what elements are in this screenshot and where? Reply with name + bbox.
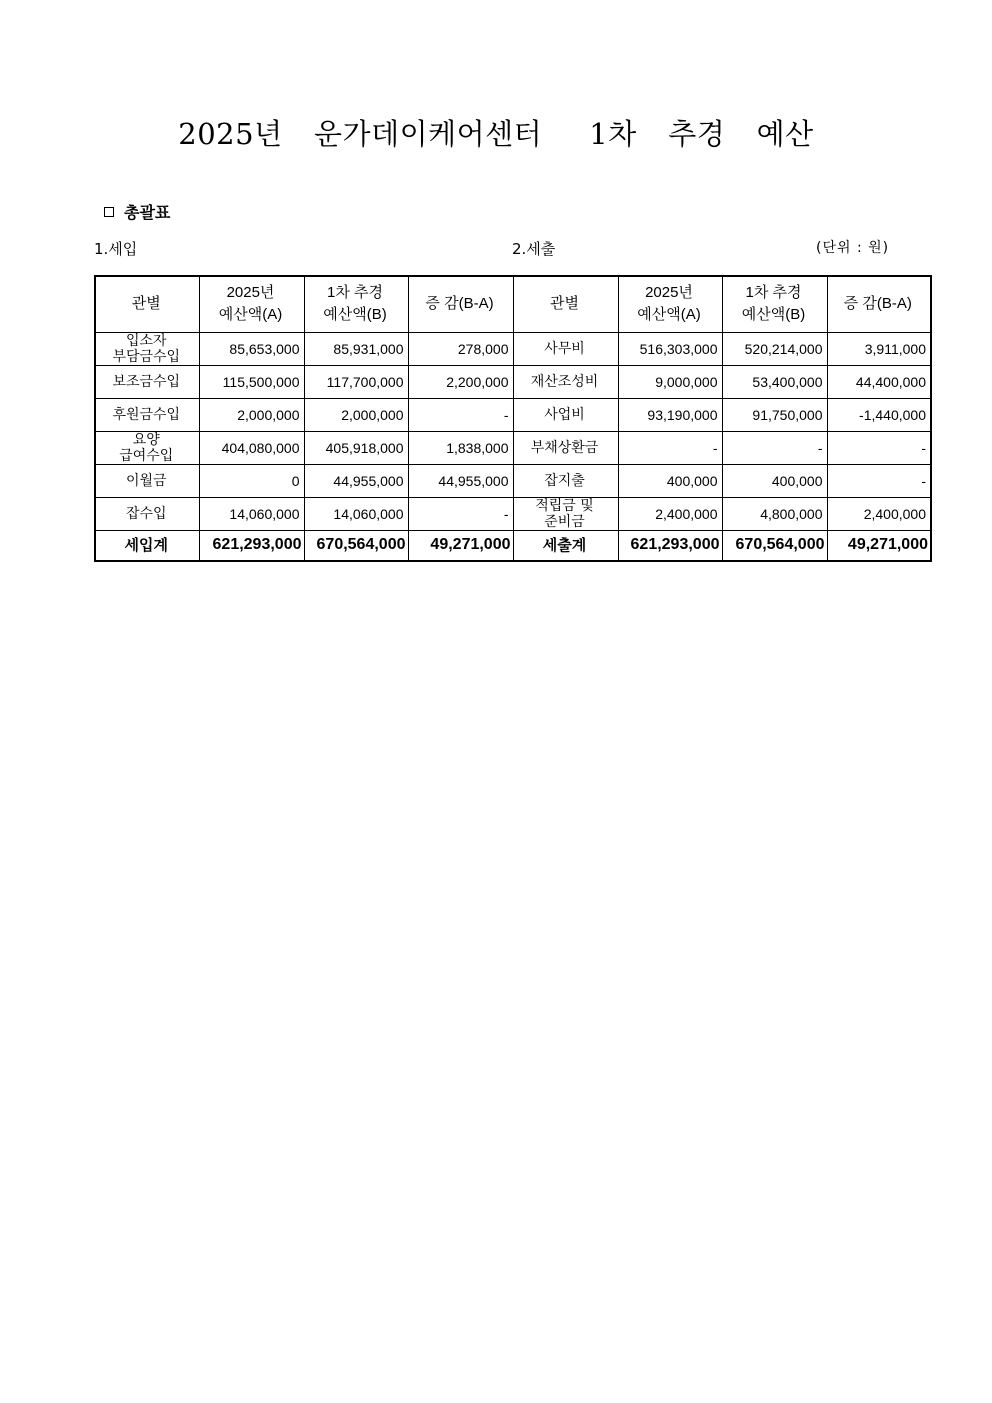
income-diff-cell: 44,955,000 (408, 464, 513, 497)
income-budget-a-cell: 14,060,000 (199, 497, 304, 530)
header-income-category: 관별 (95, 276, 199, 332)
expense-budget-a-cell: 9,000,000 (618, 365, 722, 398)
income-category-cell: 보조금수입 (95, 365, 199, 398)
header-income-budget-a (199, 276, 304, 332)
income-diff-cell: 1,838,000 (408, 431, 513, 464)
header-expense-budget-a (618, 276, 722, 332)
expense-budget-b-cell: 400,000 (722, 464, 827, 497)
header-income-budget-b (304, 276, 408, 332)
income-budget-a-cell: 0 (199, 464, 304, 497)
income-total-budget-a: 621,293,000 (199, 530, 304, 561)
table-row (95, 464, 931, 497)
expense-budget-b-cell: 91,750,000 (722, 398, 827, 431)
income-diff-cell: 2,200,000 (408, 365, 513, 398)
expense-budget-a-cell: 400,000 (618, 464, 722, 497)
income-section-label: 1.세입 (94, 240, 138, 258)
income-budget-b-cell: 85,931,000 (304, 332, 408, 365)
income-category-cell: 잡수입 (95, 497, 199, 530)
income-total-label: 세입계 (95, 530, 199, 561)
expense-category-line1: 적립금 및 (535, 497, 594, 514)
header-budget-a-line2: 예산액(A) (637, 306, 701, 324)
expense-budget-b-cell: 53,400,000 (722, 365, 827, 398)
income-category-line2: 부담금수입 (112, 348, 181, 365)
table-header-row (95, 276, 931, 332)
expense-section-label: 2.세출 (512, 240, 556, 258)
header-expense-budget-b (722, 276, 827, 332)
checkbox-square-icon (104, 207, 114, 217)
expense-budget-b-cell: 4,800,000 (722, 497, 827, 530)
budget-summary-table (94, 275, 932, 562)
expense-budget-b-cell: 520,214,000 (722, 332, 827, 365)
income-diff-cell: - (408, 398, 513, 431)
table-row (95, 398, 931, 431)
header-expense-category: 관별 (513, 276, 618, 332)
table-row (95, 497, 931, 530)
header-budget-b-line2: 예산액(B) (741, 306, 806, 324)
income-budget-a-cell: 85,653,000 (199, 332, 304, 365)
income-diff-cell: - (408, 497, 513, 530)
income-total-budget-b: 670,564,000 (304, 530, 408, 561)
income-budget-b-cell: 14,060,000 (304, 497, 408, 530)
income-category-line1: 요양 (132, 431, 160, 448)
unit-label: (단위 : 원) (816, 240, 890, 256)
expense-diff-cell: -1,440,000 (827, 398, 931, 431)
expense-total-budget-b: 670,564,000 (722, 530, 827, 561)
expense-budget-a-cell: - (618, 431, 722, 464)
expense-category-cell: 잡지출 (513, 464, 618, 497)
expense-category-cell: 사업비 (513, 398, 618, 431)
header-budget-b-line1: 1차 추경 (745, 284, 802, 302)
header-budget-b-line2: 예산액(B) (323, 306, 387, 324)
header-budget-a-line1: 2025년 (226, 284, 275, 302)
table-row (95, 332, 931, 365)
income-budget-b-cell: 405,918,000 (304, 431, 408, 464)
expense-total-label: 세출계 (513, 530, 618, 561)
income-budget-a-cell: 115,500,000 (199, 365, 304, 398)
income-category-line2: 급여수입 (119, 447, 174, 464)
income-diff-cell: 278,000 (408, 332, 513, 365)
expense-category-cell: 재산조성비 (513, 365, 618, 398)
expense-budget-b-cell: - (722, 431, 827, 464)
page-title: 2025년 운가데이케어센터 1차 추경 예산 (178, 117, 814, 151)
section-header (104, 200, 170, 223)
expense-diff-cell: 44,400,000 (827, 365, 931, 398)
income-budget-b-cell: 44,955,000 (304, 464, 408, 497)
income-budget-a-cell: 404,080,000 (199, 431, 304, 464)
expense-diff-cell: 3,911,000 (827, 332, 931, 365)
expense-category-line2: 준비금 (544, 513, 585, 530)
expense-diff-cell: - (827, 464, 931, 497)
expense-category-cell: 사무비 (513, 332, 618, 365)
expense-diff-cell: - (827, 431, 931, 464)
table-row (95, 365, 931, 398)
expense-category-cell: 부채상환금 (513, 431, 618, 464)
header-budget-a-line1: 2025년 (645, 284, 693, 302)
income-category-cell (95, 332, 199, 365)
table-row (95, 431, 931, 464)
income-budget-a-cell: 2,000,000 (199, 398, 304, 431)
expense-budget-a-cell: 93,190,000 (618, 398, 722, 431)
header-income-diff: 증 감(B-A) (408, 276, 513, 332)
income-category-cell (95, 431, 199, 464)
income-category-cell: 후원금수입 (95, 398, 199, 431)
header-expense-diff: 증 감(B-A) (827, 276, 931, 332)
income-category-cell: 이월금 (95, 464, 199, 497)
expense-diff-cell: 2,400,000 (827, 497, 931, 530)
income-category-line1: 입소자 (125, 332, 167, 349)
income-total-diff: 49,271,000 (408, 530, 513, 561)
expense-budget-a-cell: 516,303,000 (618, 332, 722, 365)
header-budget-b-line1: 1차 추경 (327, 284, 383, 302)
expense-total-budget-a: 621,293,000 (618, 530, 722, 561)
section-header-label: 총괄표 (124, 203, 171, 222)
header-budget-a-line2: 예산액(A) (218, 306, 283, 324)
table-total-row (95, 530, 931, 561)
expense-category-cell (513, 497, 618, 530)
expense-budget-a-cell: 2,400,000 (618, 497, 722, 530)
expense-total-diff: 49,271,000 (827, 530, 931, 561)
income-budget-b-cell: 117,700,000 (304, 365, 408, 398)
income-budget-b-cell: 2,000,000 (304, 398, 408, 431)
